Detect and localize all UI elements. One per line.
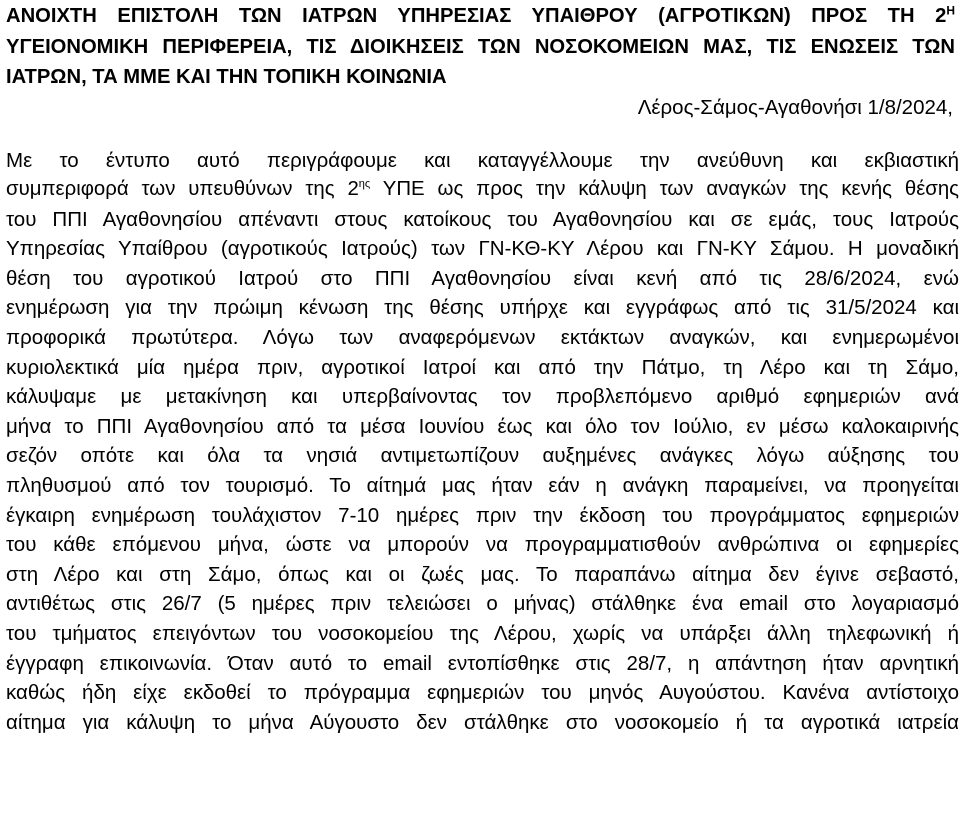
body-text: Με το έντυπο αυτό περιγράφουμε και καταγγέλλουμε την ανεύθυνη και εκβιαστική bbox=[6, 148, 959, 172]
body-line bbox=[6, 530, 959, 560]
body-line bbox=[6, 412, 959, 442]
body-line bbox=[6, 353, 959, 383]
body-text: προφορικά πρωτύτερα. Λόγω των αναφερόμενων εκτάκτων αναγκών, και ενημερωμένοι bbox=[6, 326, 959, 350]
body-line bbox=[6, 293, 959, 323]
body-text: στη Λέρο και στη Σάμο, όπως και οι ζωές μας. Το παραπάνω αίτημα δεν έγινε σεβαστό, bbox=[6, 562, 959, 586]
body-line bbox=[6, 175, 959, 205]
body-line bbox=[6, 205, 959, 235]
body-superscript: ης bbox=[358, 178, 371, 191]
letter-dateline: Λέρος-Σάμος-Αγαθονήσι 1/8/2024, bbox=[637, 95, 953, 119]
body-line bbox=[6, 560, 959, 590]
body-line bbox=[6, 471, 959, 501]
body-line bbox=[6, 146, 959, 176]
body-text: σεζόν οπότε και όλα τα νησιά αντιμετωπίζουν αυξημένες ανάγκες λόγω αύξησης του bbox=[6, 444, 959, 468]
body-text: πληθυσμού από τον τουρισμό. Το αίτημά μας ήταν εάν η ανάγκη παραμείνει, να προηγείται bbox=[6, 474, 959, 498]
body-line bbox=[6, 708, 959, 738]
title-superscript: Η bbox=[946, 3, 955, 18]
body-text: του κάθε επόμενου μήνα, ώστε να μπορούν να προγραμματισθούν ανθρώπινα οι εφημερίες bbox=[6, 533, 959, 557]
body-line bbox=[6, 619, 959, 649]
letter-title bbox=[6, 0, 959, 93]
title-line bbox=[6, 62, 955, 93]
body-text: αντιθέτως στις 26/7 (5 ημέρες πριν τελειώσει ο μήνας) στάλθηκε ένα email στο λογαριασμό bbox=[6, 592, 959, 616]
body-text: του ΠΠΙ Αγαθονησίου απέναντι στους κατοίκους του Αγαθονησίου και σε εμάς, τους Ιατρούς bbox=[6, 207, 959, 231]
body-line bbox=[6, 649, 959, 679]
body-text: Υπηρεσίας Υπαίθρου (αγροτικούς Ιατρούς) των ΓΝ-ΚΘ-ΚΥ Λέρου και ΓΝ-ΚΥ Σάμου. Η μοναδική bbox=[6, 237, 959, 261]
body-line bbox=[6, 589, 959, 619]
body-text: ενημέρωση για την πρώιμη κένωση της θέσης υπήρχε και εγγράφως από τις 31/5/2024 και bbox=[6, 296, 959, 320]
body-text: συμπεριφορά των υπευθύνων της 2 bbox=[6, 178, 359, 201]
body-line bbox=[6, 441, 959, 471]
letter-body bbox=[6, 146, 959, 738]
title-line bbox=[6, 1, 955, 32]
body-line bbox=[6, 382, 959, 412]
title-text: ΙΑΤΡΩΝ, ΤΑ ΜΜΕ ΚΑΙ ΤΗΝ ΤΟΠΙΚΗ ΚΟΙΝΩΝΙΑ bbox=[6, 66, 447, 88]
letter-page bbox=[6, 0, 959, 819]
body-text: έγγραφη επικοινωνία. Όταν αυτό το email εντοπίσθηκε στις 28/7, η απάντηση ήταν αρνητική bbox=[6, 651, 959, 675]
body-line bbox=[6, 323, 959, 353]
body-text: θέση του αγροτικού Ιατρού στο ΠΠΙ Αγαθονησίου είναι κενή από τις 28/6/2024, ενώ bbox=[6, 266, 959, 290]
title-text: ΑΝΟΙΧΤΗ ΕΠΙΣΤΟΛΗ ΤΩΝ ΙΑΤΡΩΝ ΥΠΗΡΕΣΙΑΣ ΥΠΑΙΘΡΟΥ (ΑΓΡΟΤΙΚΩΝ) ΠΡΟΣ ΤΗ 2 bbox=[6, 5, 947, 27]
body-line bbox=[6, 234, 959, 264]
body-line bbox=[6, 264, 959, 294]
body-line bbox=[6, 501, 959, 531]
body-text: αίτημα για κάλυψη το μήνα Αύγουστο δεν στάλθηκε στο νοσοκομείο ή τα αγροτικά ιατρεία bbox=[6, 710, 959, 734]
body-text: μήνα το ΠΠΙ Αγαθονησίου από τα μέσα Ιουνίου έως και όλο τον Ιούλιο, εν μέσω καλοκαιρινής bbox=[6, 414, 959, 438]
body-text: κάλυψαμε με μετακίνηση και υπερβαίνοντας τον προβλεπόμενο αριθμό εφημεριών ανά bbox=[6, 385, 959, 409]
body-text: ΥΠΕ ως προς την κάλυψη των αναγκών της κενής θέσης bbox=[370, 178, 959, 201]
title-text: ΥΓΕΙΟΝΟΜΙΚΗ ΠΕΡΙΦΕΡΕΙΑ, ΤΙΣ ΔΙΟΙΚΗΣΕΙΣ ΤΩΝ ΝΟΣΟΚΟΜΕΙΩΝ ΜΑΣ, ΤΙΣ ΕΝΩΣΕΙΣ ΤΩΝ bbox=[6, 35, 955, 58]
body-text: κυριολεκτικά μία ημέρα πριν, αγροτικοί Ιατροί και από την Πάτμο, τη Λέρο και τη Σάμο, bbox=[6, 355, 959, 379]
body-line bbox=[6, 678, 959, 708]
body-text: έγκαιρη ενημέρωση τουλάχιστον 7-10 ημέρες πριν την έκδοση του προγράμματος εφημεριών bbox=[6, 503, 959, 527]
body-text: καθώς ήδη είχε εκδοθεί το πρόγραμμα εφημεριών του μηνός Αυγούστου. Κανένα αντίστοιχο bbox=[6, 681, 959, 705]
body-text: του τμήματος επειγόντων του νοσοκομείου της Λέρου, χωρίς να υπάρξει άλλη τηλεφωνική ή bbox=[6, 622, 959, 645]
title-line bbox=[6, 32, 955, 63]
